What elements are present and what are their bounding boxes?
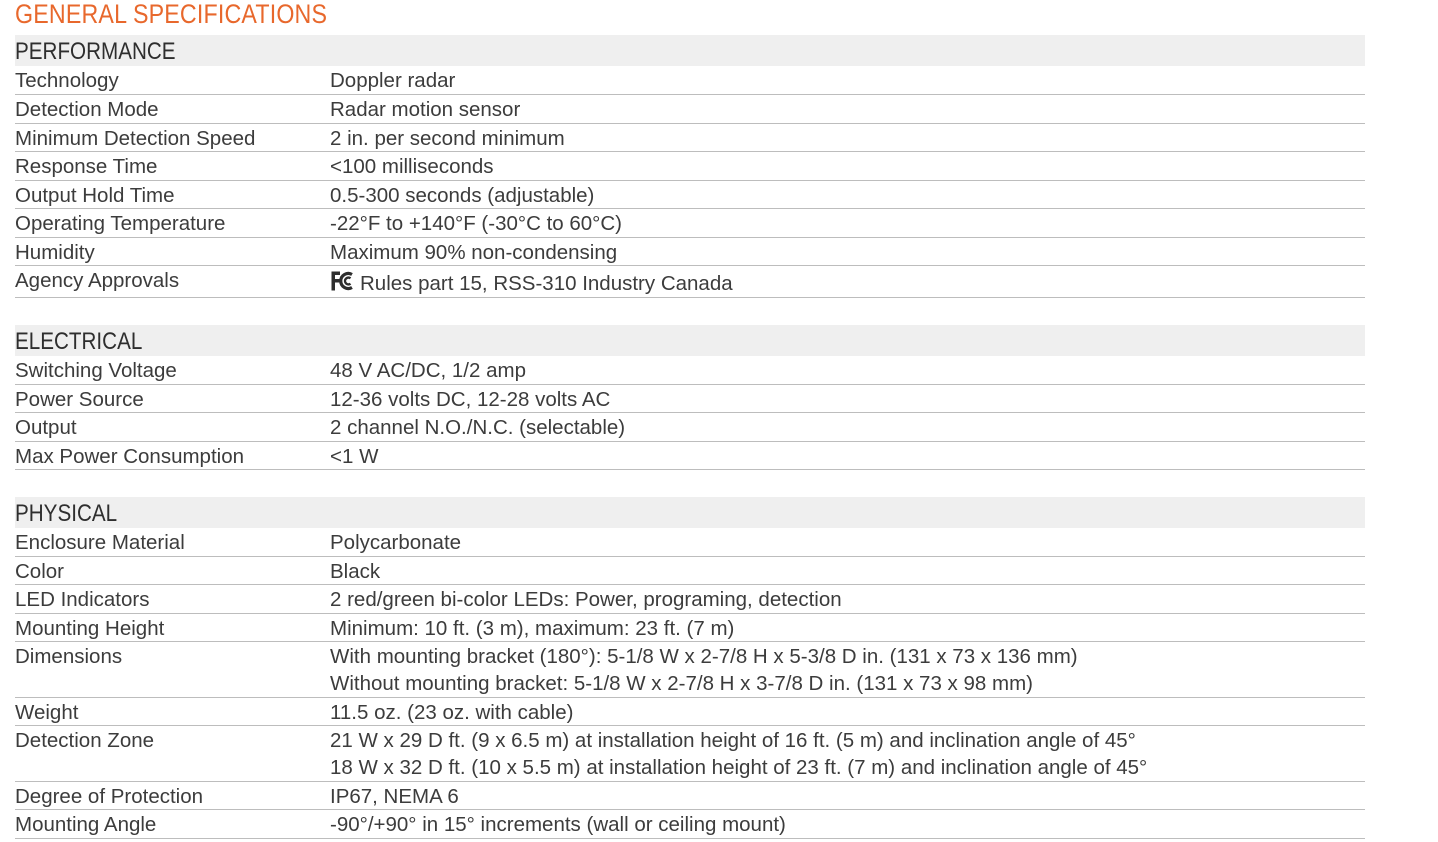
- spec-label: Max Power Consumption: [15, 445, 245, 468]
- spec-row: [15, 528, 1365, 557]
- spec-row: [15, 442, 1365, 470]
- spec-label: Degree of Protection: [15, 785, 204, 808]
- spec-value: Doppler radar: [330, 69, 456, 92]
- spec-label: Mounting Angle: [15, 813, 157, 836]
- spec-label: Output Hold Time: [15, 184, 175, 207]
- spec-label: LED Indicators: [15, 588, 150, 611]
- spec-row: [15, 238, 1365, 266]
- spec-label: Operating Temperature: [15, 212, 226, 235]
- spec-row: [15, 413, 1365, 442]
- spec-row: [15, 66, 1365, 95]
- section-heading-label: PERFORMANCE: [15, 38, 176, 65]
- spec-row: [15, 614, 1365, 642]
- spec-label: Agency Approvals: [15, 269, 180, 292]
- spec-value: <1 W: [330, 445, 379, 468]
- spec-label: Enclosure Material: [15, 531, 185, 554]
- spec-value-line: 18 W x 32 D ft. (10 x 5.5 m) at installation height of 23 ft. (7 m) and inclination angle of 45°: [330, 755, 1148, 779]
- spec-value: Minimum: 10 ft. (3 m), maximum: 23 ft. (7 m): [330, 617, 735, 640]
- spec-row: [15, 266, 1365, 298]
- spec-value: 2 in. per second minimum: [330, 127, 565, 150]
- spec-label: Detection Mode: [15, 98, 159, 121]
- section-heading-performance: [15, 35, 1365, 66]
- spec-label: Color: [15, 560, 64, 583]
- section-heading-label: PHYSICAL: [15, 500, 118, 527]
- spec-value: -22°F to +140°F (-30°C to 60°C): [330, 212, 623, 235]
- section-heading-label: ELECTRICAL: [15, 328, 143, 355]
- spec-label: Output: [15, 416, 77, 439]
- spec-row: [15, 124, 1365, 152]
- spec-row: [15, 585, 1365, 614]
- spec-row: [15, 356, 1365, 385]
- spec-label: Weight: [15, 701, 79, 724]
- page-title: GENERAL SPECIFICATIONS: [15, 0, 328, 29]
- spec-row: [15, 642, 1365, 698]
- spec-label: Dimensions: [15, 645, 123, 668]
- spec-value: 2 red/green bi-color LEDs: Power, programing, detection: [330, 588, 842, 611]
- spec-row: [15, 209, 1365, 238]
- section-heading-electrical: [15, 325, 1365, 356]
- spec-label: Switching Voltage: [15, 359, 177, 382]
- agency-approvals-text: Rules part 15, RSS-310 Industry Canada: [360, 272, 733, 295]
- spec-value-line: With mounting bracket (180°): 5-1/8 W x 2-7/8 H x 5-3/8 D in. (131 x 73 x 136 mm): [330, 645, 1078, 668]
- spec-value: 48 V AC/DC, 1/2 amp: [330, 359, 526, 382]
- section-heading-physical: [15, 497, 1365, 528]
- spec-value: 12-36 volts DC, 12-28 volts AC: [330, 388, 611, 411]
- spec-value: 0.5-300 seconds (adjustable): [330, 184, 595, 207]
- spec-label: Humidity: [15, 241, 95, 264]
- spec-row: [15, 557, 1365, 585]
- spec-label: Response Time: [15, 155, 158, 178]
- spec-value-line: Without mounting bracket: 5-1/8 W x 2-7/8 H x 3-7/8 D in. (131 x 73 x 98 mm): [330, 671, 1033, 695]
- spec-value: [330, 644, 1078, 697]
- spec-row: [15, 95, 1365, 124]
- spec-label: Minimum Detection Speed: [15, 127, 256, 150]
- spec-value: [330, 270, 733, 298]
- spec-row: [15, 181, 1365, 209]
- spec-value: [330, 728, 1147, 781]
- spec-row: [15, 152, 1365, 181]
- spec-label: Mounting Height: [15, 617, 165, 640]
- spec-value: Polycarbonate: [330, 531, 462, 554]
- spec-row: [15, 726, 1365, 782]
- spec-label: Technology: [15, 69, 119, 92]
- spec-label: Power Source: [15, 388, 144, 411]
- spec-row: [15, 698, 1365, 726]
- spec-value: 2 channel N.O./N.C. (selectable): [330, 416, 626, 439]
- spec-value: IP67, NEMA 6: [330, 785, 459, 808]
- spec-row: [15, 385, 1365, 413]
- spec-value: -90°/+90° in 15° increments (wall or ceiling mount): [330, 813, 786, 836]
- spec-value: <100 milliseconds: [330, 155, 494, 178]
- spec-value: Maximum 90% non-condensing: [330, 241, 618, 264]
- fcc-logo-icon: [330, 270, 356, 292]
- spec-value: Black: [330, 560, 381, 583]
- spec-row: [15, 782, 1365, 810]
- spec-value: Radar motion sensor: [330, 98, 521, 121]
- spec-row: [15, 810, 1365, 839]
- spec-value: 11.5 oz. (23 oz. with cable): [330, 701, 574, 724]
- spec-label: Detection Zone: [15, 729, 155, 752]
- spec-value-line: 21 W x 29 D ft. (9 x 6.5 m) at installation height of 16 ft. (5 m) and inclination angle of 45°: [330, 729, 1136, 752]
